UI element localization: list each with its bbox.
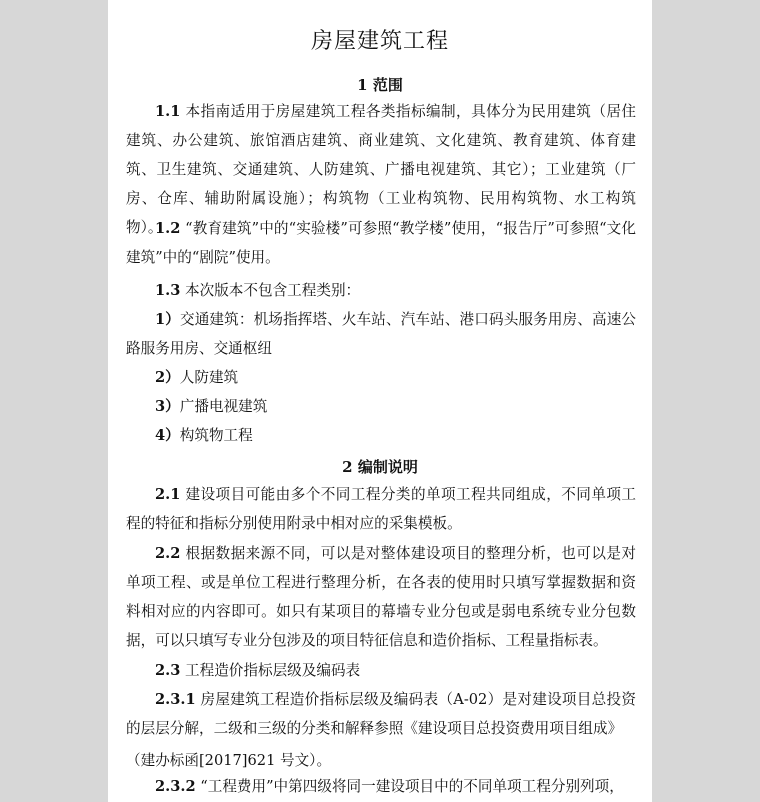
paragraph-2-2 [126,539,636,655]
paragraph-text: “教育建筑”中的“实验楼”可参照“教学楼”使用，“报告厅”可参照“文化建筑”中的“剧院”使用。 [126,220,636,266]
list-item-1 [126,305,636,363]
paragraph-text: 建设项目可能由多个不同工程分类的单项工程共同组成，不同单项工程的特征和指标分别使用附录中相对应的采集模板。 [126,486,636,532]
paragraph-2-3-2 [126,772,636,801]
list-number: 2） [155,369,180,386]
paragraph-text: 本指南适用于房屋建筑工程各类指标编制，具体分为民用建筑（居住建筑、办公建筑、旅馆酒店建筑、商业建筑、文化建筑、教育建筑、体育建筑、卫生建筑、交通建筑、人防建筑、广播电视建筑、其它）；工业建筑（厂房、仓库、辅助附属设施）；构筑物（工业构筑物、民用构筑物、水工构筑物）。 [126,103,636,236]
list-number: 4） [155,427,180,444]
document-title: 房屋建筑工程 [310,29,449,54]
section-heading-scope: 1 范围 [357,76,403,94]
list-number: 1） [155,311,180,328]
list-number: 3） [155,398,180,415]
paragraph-text: 根据数据来源不同，可以是对整体建设项目的整理分析，也可以是对单项工程、或是单位工程进行整理分析，在各表的使用时只填写掌握数据和资料相对应的内容即可。如只有某项目的幕墙专业分包或是弱电系统专业分包数据，可以只填写专业分包涉及的项目特征信息和造价指标、工程量指标表。 [126,545,636,649]
list-text: 人防建筑 [179,369,239,386]
section-heading-notes: 2 编制说明 [342,458,418,476]
clause-number: 2.3.1 [155,691,196,708]
paragraph-2-3 [126,656,636,685]
clause-number: 2.2 [155,545,181,562]
list-text: 广播电视建筑 [179,398,268,415]
paragraph-2-3-1 [126,685,636,743]
paragraph-2-1 [126,480,636,538]
paragraph-text: 房屋建筑工程造价指标层级及编码表（A-02）是对建设项目总投资的层层分解，二级和三级的分类和解释参照《建设项目总投资费用项目组成》 [126,691,636,737]
list-text: 交通建筑：机场指挥塔、火车站、汽车站、港口码头服务用房、高速公路服务用房、交通枢纽 [126,311,636,357]
list-text: 构筑物工程 [179,427,253,444]
paragraph-text: 本次版本不包含工程类别： [180,282,361,299]
list-item-2 [126,363,636,392]
clause-number: 2.1 [155,486,181,503]
clause-number: 1.3 [155,282,181,299]
paragraph-1-2 [126,214,636,272]
paragraph-2-3-1-continuation: （建办标函[2017]621 号文）。 [126,752,332,769]
paragraph-text: 工程造价指标层级及编码表 [180,662,361,679]
document-page [108,0,652,802]
paragraph-text: “工程费用”中第四级将同一建设项目中的不同单项工程分别列项， [195,778,624,795]
clause-number: 1.1 [155,103,181,120]
clause-number: 1.2 [155,220,181,237]
paragraph-1-3 [126,276,636,305]
clause-number: 2.3 [155,662,181,679]
clause-number: 2.3.2 [155,778,196,795]
list-item-4 [126,421,636,450]
list-item-3 [126,392,636,421]
